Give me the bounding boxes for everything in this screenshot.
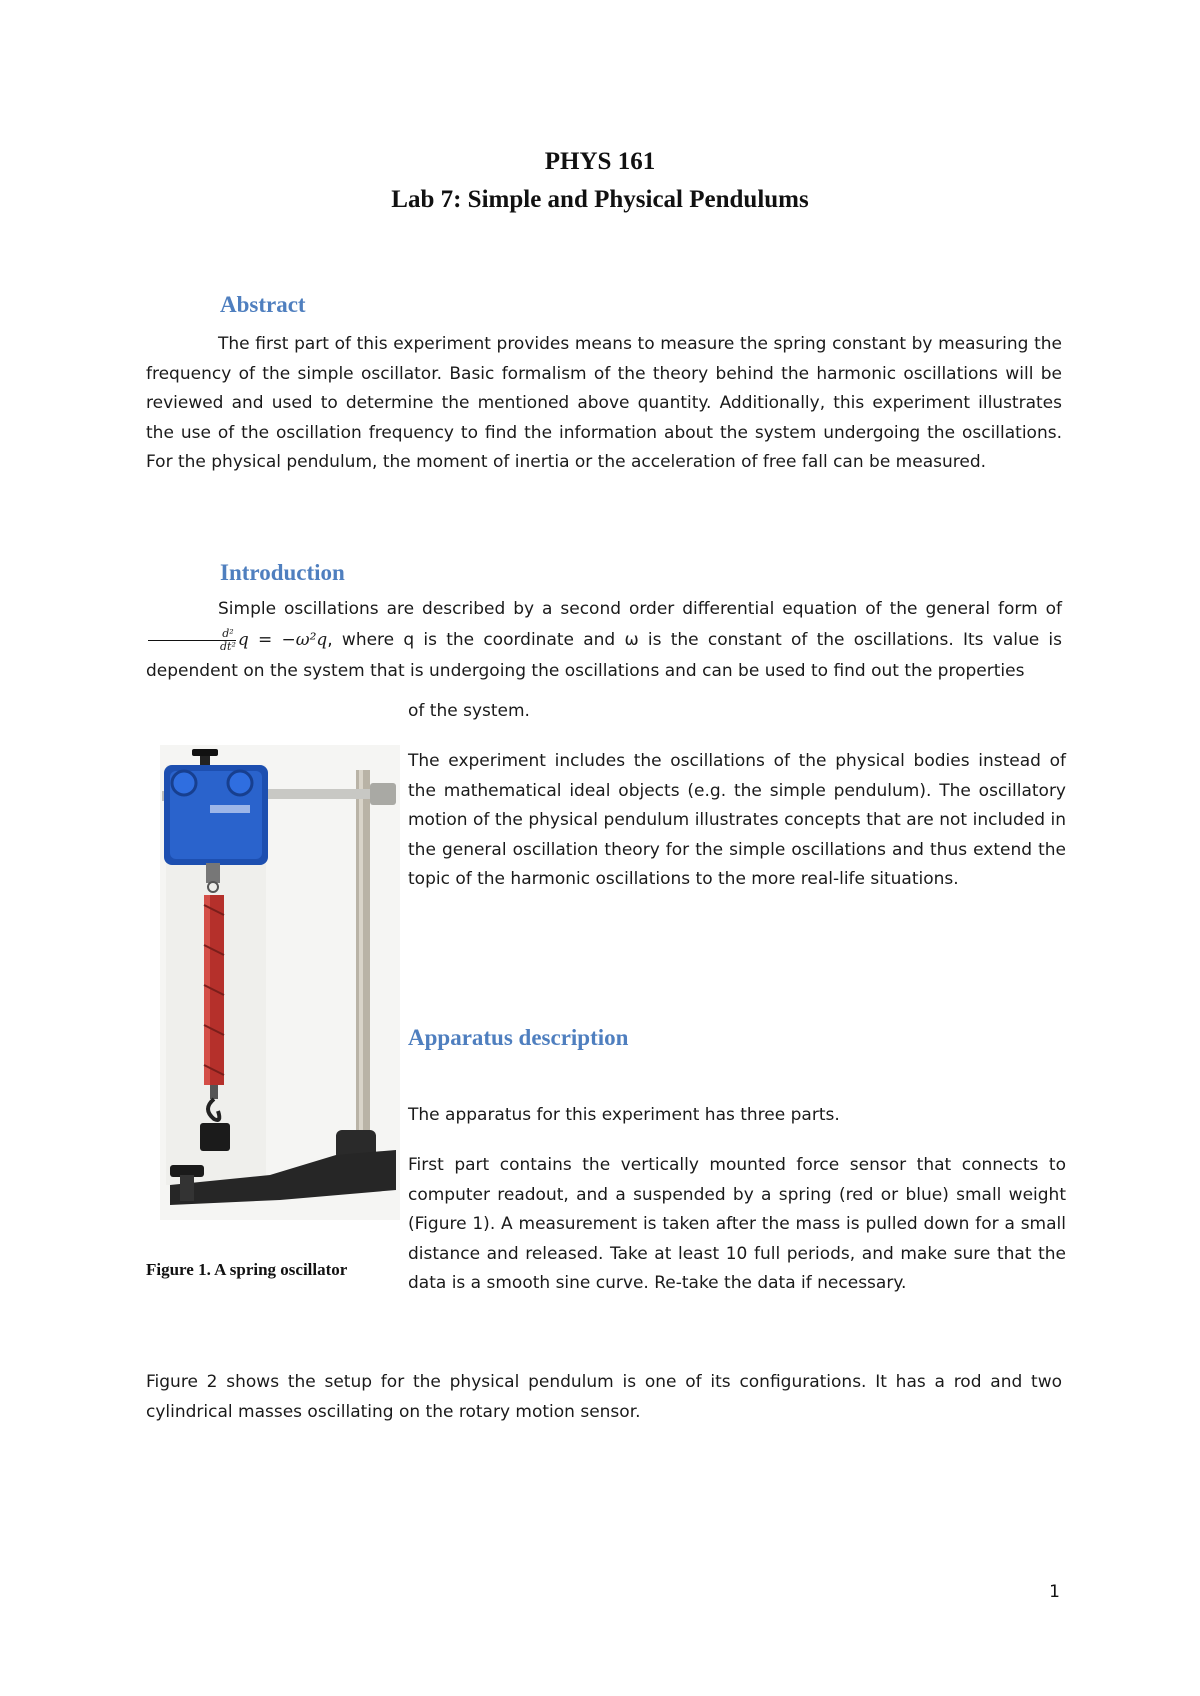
course-title: PHYS 161	[544, 148, 656, 175]
fraction-denominator: dt²	[220, 639, 236, 653]
derivative-fraction	[148, 628, 236, 653]
apparatus-heading: Apparatus description	[408, 1025, 629, 1050]
introduction-paragraph-1-last-line: of the system.	[408, 701, 530, 721]
equation-rest: q = −ω²q	[237, 630, 328, 650]
intro-text-before-equation: Simple oscillations are described by a second order differential equation of the general form of	[218, 599, 1062, 619]
intro-text-after-equation: , where q is the coordinate and ω is the constant of the oscillations. Its value is dependent on the system that is undergoing the oscillations and can be used to find out the properties	[146, 630, 1062, 681]
introduction-heading: Introduction	[220, 560, 345, 585]
apparatus-paragraph-3: Figure 2 shows the setup for the physical pendulum is one of its configurations. It has a rod and two cylindrical masses oscillating on the rotary motion sensor.	[146, 1372, 1062, 1422]
abstract-paragraph: The first part of this experiment provides means to measure the spring constant by measuring the frequency of the simple oscillator. Basic formalism of the theory behind the harmonic oscillations will be reviewed and used to determine the mentioned above quantity. Additionally, this experiment illustrates the use of the oscillation frequency to find the information about the system undergoing the oscillations. For the physical pendulum, the moment of inertia or the acceleration of free fall can be measured.	[146, 334, 1062, 472]
apparatus-paragraph-1: The apparatus for this experiment has three parts.	[408, 1105, 840, 1125]
introduction-paragraph-1	[146, 594, 1062, 687]
fraction-numerator: d²	[148, 628, 236, 641]
page-number: 1	[1049, 1582, 1060, 1602]
apparatus-paragraph-2: First part contains the vertically mounted force sensor that connects to computer readout, and a suspended by a spring (red or blue) small weight (Figure 1). A measurement is taken after the mass is pulled down for a small distance and released. Take at least 10 full periods, and make sure that the data is a smooth sine curve. Re-take the data if necessary.	[408, 1155, 1066, 1293]
lab-title: Lab 7: Simple and Physical Pendulums	[391, 186, 809, 213]
spring-oscillator-photo	[160, 745, 400, 1220]
abstract-heading: Abstract	[220, 292, 306, 317]
figure-1-caption: Figure 1. A spring oscillator	[146, 1260, 348, 1279]
introduction-paragraph-2: The experiment includes the oscillations of the physical bodies instead of the mathematical ideal objects (e.g. the simple pendulum). The oscillatory motion of the physical pendulum illustrates concepts that are not included in the general oscillation theory for the simple oscillations and thus extend the topic of the harmonic oscillations to the more real-life situations.	[408, 751, 1066, 889]
